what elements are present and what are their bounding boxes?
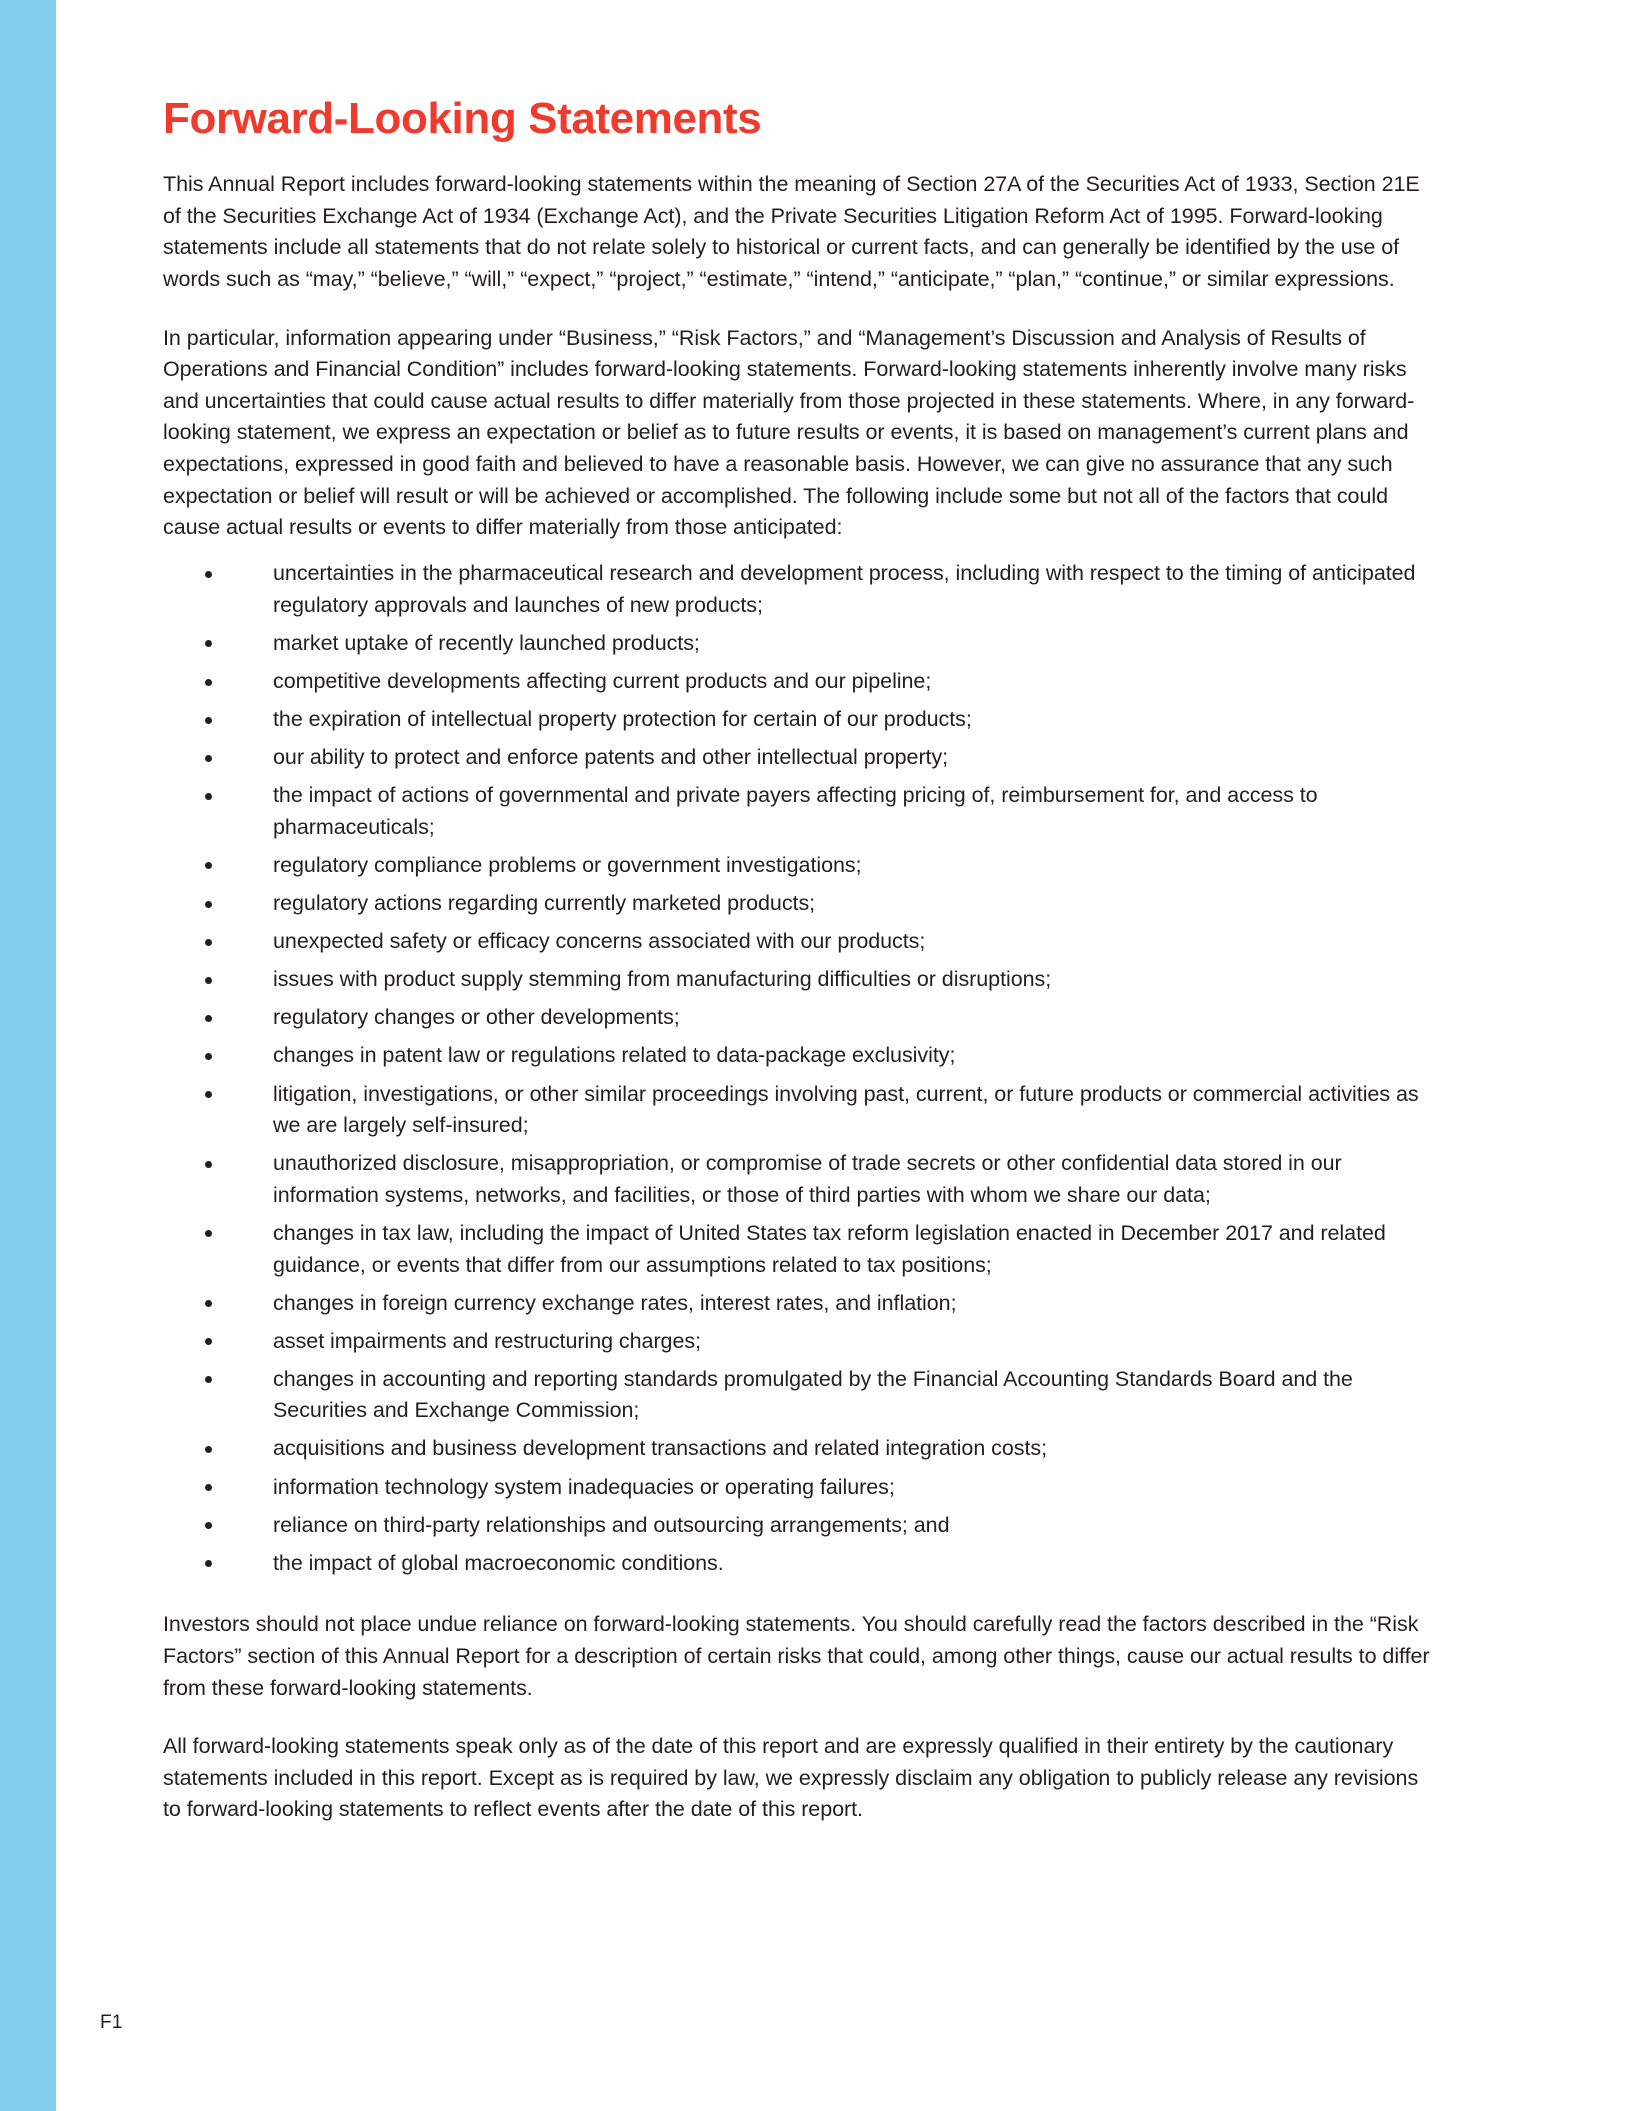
risk-factor-item xyxy=(205,1427,1433,1465)
risk-factor-item xyxy=(205,1072,1433,1142)
bullet-icon xyxy=(205,1015,212,1022)
risk-factor-item xyxy=(205,996,1433,1034)
risk-factor-text: changes in tax law, including the impact of United States tax reform legislation enacted in December 2017 and related guidance, or events that differ from our assumptions related to tax positions; xyxy=(273,1220,1386,1277)
risk-factor-text: issues with product supply stemming from manufacturing difficulties or disruptions; xyxy=(273,967,1052,992)
risk-factor-text: regulatory changes or other developments; xyxy=(273,1005,680,1030)
risk-factor-item xyxy=(205,774,1433,844)
bullet-icon xyxy=(205,679,212,686)
risk-factor-text: reliance on third-party relationships and outsourcing arrangements; and xyxy=(273,1512,950,1537)
closing-paragraph-2: All forward-looking statements speak only as of the date of this report and are expressly qualified in their entirety by the cautionary statements included in this report. Except as is required by law, we expressly disclaim any obligation to publicly release any revisions to forward-looking statements to reflect events after the date of this report. xyxy=(163,1734,1419,1822)
risk-factor-item xyxy=(205,920,1433,958)
section-tab-financial-report xyxy=(0,0,93,2111)
risk-factor-text: our ability to protect and enforce patents and other intellectual property; xyxy=(273,745,949,770)
bullet-icon xyxy=(205,1446,212,1453)
risk-factor-item xyxy=(205,621,1433,659)
bullet-icon xyxy=(205,640,212,647)
bullet-icon xyxy=(205,1522,212,1529)
risk-factor-list xyxy=(163,544,1433,1580)
risk-factor-text: competitive developments affecting current products and our pipeline; xyxy=(273,669,932,693)
risk-factor-item xyxy=(205,1357,1433,1427)
bullet-icon xyxy=(205,1376,212,1383)
risk-factor-item xyxy=(205,1142,1433,1212)
risk-factor-text: the impact of global macroeconomic conditions. xyxy=(273,1550,724,1575)
risk-factor-text: changes in patent law or regulations related to data-package exclusivity; xyxy=(273,1043,956,1068)
bullet-icon xyxy=(205,1053,212,1060)
closing-paragraph-1: Investors should not place undue reliance on forward-looking statements. You should carefully read the factors described in the “Risk Factors” section of this Annual Report for a description of certain risks that could, among other things, cause our actual results to differ from these forward-looking statements. xyxy=(163,1612,1430,1700)
bullet-icon xyxy=(205,793,212,800)
risk-factor-item xyxy=(205,843,1433,881)
bullet-icon xyxy=(205,1484,212,1491)
bullet-icon xyxy=(205,862,212,869)
risk-factor-item xyxy=(205,882,1433,920)
risk-factor-item xyxy=(205,1034,1433,1072)
risk-factor-item xyxy=(205,736,1433,774)
page-title: Forward-Looking Statements xyxy=(163,94,762,143)
risk-factor-item xyxy=(205,660,1433,698)
risk-factor-item xyxy=(205,1503,1433,1541)
risk-factor-item xyxy=(205,552,1433,622)
risk-factor-text: litigation, investigations, or other similar proceedings involving past, current, or future products or commercial activities as we are largely self-insured; xyxy=(273,1081,1419,1138)
risk-factor-item xyxy=(205,1465,1433,1503)
risk-factor-text: changes in foreign currency exchange rates, interest rates, and inflation; xyxy=(273,1290,957,1315)
risk-factor-item xyxy=(205,1211,1433,1281)
risk-factor-item xyxy=(205,1319,1433,1357)
page-number: F1 xyxy=(100,2012,123,2033)
risk-factor-text: regulatory compliance problems or government investigations; xyxy=(273,852,862,877)
bullet-icon xyxy=(205,1560,212,1567)
risk-factor-item xyxy=(205,698,1433,736)
risk-factor-text: unauthorized disclosure, misappropriation, or compromise of trade secrets or other confidential data stored in our information systems, networks, and facilities, or those of third parties with whom we share our data; xyxy=(273,1151,1342,1207)
risk-factor-text: the expiration of intellectual property protection for certain of our products; xyxy=(273,707,972,732)
risk-factor-text: information technology system inadequacies or operating failures; xyxy=(273,1474,895,1499)
risk-factor-text: market uptake of recently launched products; xyxy=(273,630,700,655)
risk-factor-item xyxy=(205,1541,1433,1579)
section-tab-label: FINANCIAL REPORT xyxy=(74,42,93,297)
bullet-icon xyxy=(205,571,212,578)
bullet-icon xyxy=(205,1230,212,1237)
bullet-icon xyxy=(205,901,212,908)
bullet-icon xyxy=(205,717,212,724)
risk-factor-item xyxy=(205,958,1433,996)
risk-factor-text: changes in accounting and reporting standards promulgated by the Financial Accounting Standards Board and the Securities and Exchange Commission; xyxy=(273,1366,1353,1423)
bullet-icon xyxy=(205,1338,212,1345)
risk-factor-item xyxy=(205,1281,1433,1319)
risk-factor-text: acquisitions and business development transactions and related integration costs; xyxy=(273,1436,1048,1461)
bullet-icon xyxy=(205,977,212,984)
risk-factor-text: regulatory actions regarding currently marketed products; xyxy=(273,891,816,916)
risk-factor-text: the impact of actions of governmental and private payers affecting pricing of, reimbursement for, and access to pharmaceuticals; xyxy=(273,783,1318,839)
bullet-icon xyxy=(205,1161,212,1168)
intro-paragraph-1: This Annual Report includes forward-looking statements within the meaning of Section 27A of the Securities Act of 1933, Section 21E of the Securities Exchange Act of 1934 (Exchange Act), and the Private Securities Litigation Reform Act of 1995. Forward-looking statements include all statements that do not relate solely to historical or current facts, and can generally be identified by the use of words such as “may,” “believe,” “will,” “expect,” “project,” “estimate,” “intend,” “anticipate,” “plan,” “continue,” or similar expressions. xyxy=(163,172,1420,291)
bullet-icon xyxy=(205,755,212,762)
risk-factor-text: asset impairments and restructuring charges; xyxy=(273,1328,701,1353)
risk-factor-text: unexpected safety or efficacy concerns associated with our products; xyxy=(273,929,926,954)
page-content xyxy=(163,0,1433,1826)
closing-paragraphs xyxy=(163,1579,1433,1826)
bullet-icon xyxy=(205,1091,212,1098)
risk-factor-text: uncertainties in the pharmaceutical research and development process, including with respect to the timing of anticipated regulatory approvals and launches of new products; xyxy=(273,561,1416,617)
bullet-icon xyxy=(205,939,212,946)
bullet-icon xyxy=(205,1300,212,1307)
intro-paragraph-2: In particular, information appearing under “Business,” “Risk Factors,” and “Management’s Discussion and Analysis of Results of Operations and Financial Condition” includes forward-looking statements. Forward-looking statements inherently involve many risks and uncertainties that could cause actual results to differ materially from those projected in these statements. Where, in any forward-looking statement, we express an expectation or belief as to future results or events, it is based on management’s current plans and expectations, expressed in good faith and believed to have a reasonable basis. However, we can give no assurance that any such expectation or belief will result or will be achieved or accomplished. The following include some but not all of the factors that could cause actual results or events to differ materially from those anticipated: xyxy=(163,325,1415,540)
